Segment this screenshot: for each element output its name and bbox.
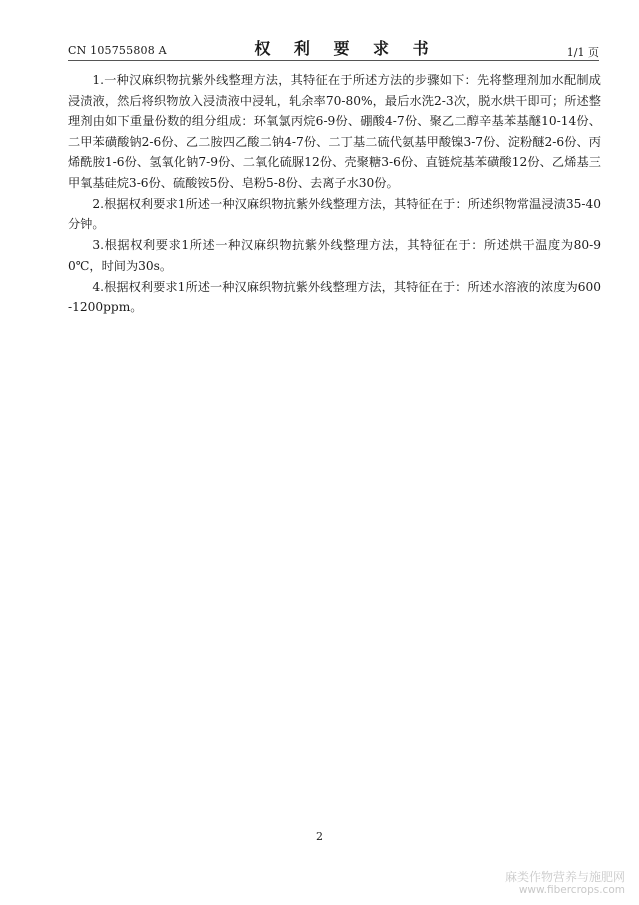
page-number: 2 <box>316 830 323 843</box>
claim-4: 4.根据权利要求1所述一种汉麻织物抗紫外线整理方法，其特征在于：所述水溶液的浓度为600-1200ppm。 <box>68 279 601 314</box>
publication-number: CN 105755808 A <box>68 44 167 57</box>
claim-2: 2.根据权利要求1所述一种汉麻织物抗紫外线整理方法，其特征在于：所述织物常温浸渍35-40分钟。 <box>68 196 601 231</box>
claim-1: 1.一种汉麻织物抗紫外线整理方法，其特征在于所述方法的步骤如下：先将整理剂加水配制成浸渍液，然后将织物放入浸渍液中浸轧，轧余率70-80%，最后水洗2-3次，脱水烘干即可；所述整理剂由如下重量份数的组分组成：环氧氯丙烷6-9份、硼酸4-7份、聚乙二醇辛基苯基醚10-14份、二甲苯磺酸钠2-6份、乙二胺四乙酸二钠4-7份、二丁基二硫代氨基甲酸镍3-7份、淀粉醚2-6份、丙烯酰胺1-6份、氢氧化钠7-9份、二氧化硫脲12份、壳聚糖3-6份、直链烷基苯磺酸12份、乙烯基三甲氧基硅烷3-6份、硫酸铵5份、皂粉5-8份、去离子水30份。 <box>68 73 601 190</box>
document-header <box>68 36 599 62</box>
header-divider <box>68 60 599 61</box>
page-indicator: 1/1 页 <box>566 46 599 59</box>
claim-3: 3.根据权利要求1所述一种汉麻织物抗紫外线整理方法，其特征在于：所述烘干温度为80-90℃，时间为30s。 <box>68 238 601 273</box>
watermark-site-name: 麻类作物营养与施肥网 <box>504 870 625 884</box>
watermark-url: www.fibercrops.com <box>518 884 625 896</box>
document-title: 权 利 要 求 书 <box>254 39 438 58</box>
claims-section <box>68 70 601 318</box>
watermark <box>505 871 625 897</box>
